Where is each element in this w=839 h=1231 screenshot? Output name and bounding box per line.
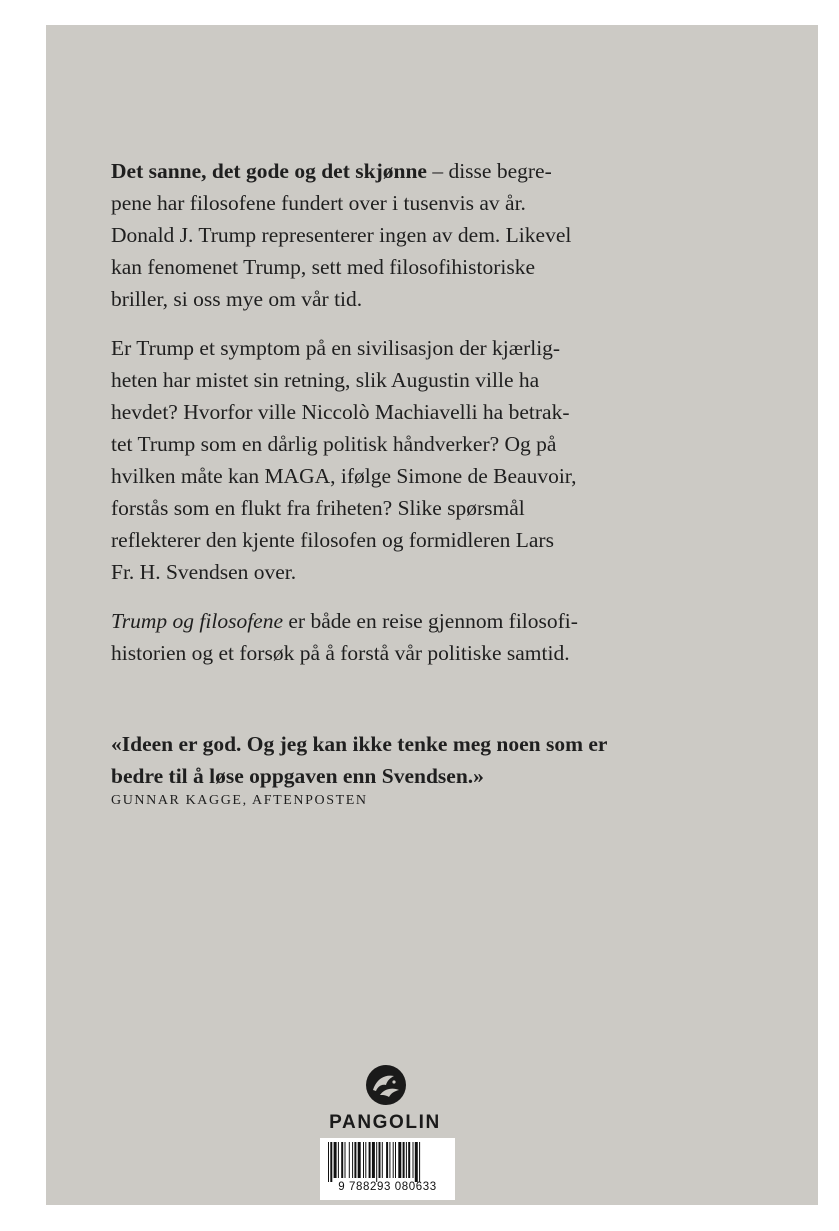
blurb-line: tet Trump som en dårlig politisk håndverker? Og på xyxy=(111,432,557,456)
barcode-bar xyxy=(330,1142,332,1182)
blurb-paragraph-1 xyxy=(111,155,671,315)
barcode-bar xyxy=(419,1142,420,1182)
barcode-bar xyxy=(398,1142,401,1178)
barcode-bar xyxy=(354,1142,356,1178)
barcode-bar xyxy=(338,1142,339,1178)
blurb-paragraph-3 xyxy=(111,605,671,669)
barcode-bar xyxy=(369,1142,371,1178)
review-quote xyxy=(111,728,671,792)
blurb-line: hvilken måte kan MAGA, ifølge Simone de Beauvoir, xyxy=(111,464,577,488)
publisher-name: PANGOLIN xyxy=(329,1112,441,1133)
barcode-bar xyxy=(413,1142,414,1178)
quote-line: bedre til å løse oppgaven enn Svendsen.» xyxy=(111,764,484,788)
barcode-bar xyxy=(408,1142,410,1178)
isbn-number: 9 788293 080633 xyxy=(338,1181,437,1193)
blurb-line: kan fenomenet Trump, sett med filosofihistoriske xyxy=(111,255,535,279)
blurb-lead-bold: Det sanne, det gode og det skjønne xyxy=(111,159,427,183)
barcode-bar xyxy=(328,1142,329,1182)
pangolin-logo-icon xyxy=(364,1063,408,1107)
barcode-bar xyxy=(386,1142,388,1178)
barcode-bar xyxy=(365,1142,366,1178)
barcode-bar xyxy=(358,1142,361,1178)
blurb-line: reflekterer den kjente filosofen og formidleren Lars xyxy=(111,528,554,552)
blurb xyxy=(111,155,671,686)
barcode xyxy=(320,1138,455,1200)
blurb-line xyxy=(111,155,671,187)
blurb-line: briller, si oss mye om vår tid. xyxy=(111,287,363,311)
barcode-bar xyxy=(393,1142,394,1178)
barcode-bar xyxy=(403,1142,405,1178)
barcode-bar xyxy=(415,1142,418,1182)
blurb-line: pene har filosofene fundert over i tusenvis av år. xyxy=(111,191,526,215)
barcode-bar xyxy=(395,1142,396,1178)
blurb-line: Er Trump et symptom på en sivilisasjon der kjærlig- xyxy=(111,336,561,360)
barcode-bar xyxy=(389,1142,390,1178)
barcode-bar xyxy=(406,1142,407,1178)
blurb-text: – disse begre- xyxy=(426,159,552,183)
barcode-bar xyxy=(352,1142,353,1178)
quote-attribution: GUNNAR KAGGE, AFTENPOSTEN xyxy=(111,793,368,808)
blurb-line: hevdet? Hvorfor ville Niccolò Machiavelli ha betrak- xyxy=(111,400,570,424)
blurb-paragraph-2 xyxy=(111,332,671,588)
blurb-line xyxy=(111,605,671,637)
barcode-bars xyxy=(328,1142,447,1182)
barcode-bar xyxy=(372,1142,375,1178)
blurb-line: historien og et forsøk på å forstå vår politiske samtid. xyxy=(111,641,570,665)
blurb-line: Donald J. Trump representerer ingen av dem. Likevel xyxy=(111,223,572,247)
barcode-bar xyxy=(349,1142,350,1178)
barcode-bar xyxy=(382,1142,383,1178)
book-title-italic: Trump og filosofene xyxy=(111,609,284,633)
blurb-line: forstås som en flukt fra friheten? Slike spørsmål xyxy=(111,496,525,520)
barcode-bar xyxy=(334,1142,337,1178)
barcode-bar xyxy=(379,1142,381,1178)
barcode-bar xyxy=(341,1142,343,1178)
blurb-line: heten har mistet sin retning, slik Augustin ville ha xyxy=(111,368,540,392)
barcode-bar xyxy=(363,1142,364,1178)
quote-line: «Ideen er god. Og jeg kan ikke tenke meg noen som er xyxy=(111,732,608,756)
blurb-text: er både en reise gjennom filosofi- xyxy=(283,609,578,633)
barcode-bar xyxy=(345,1142,346,1178)
blurb-line: Fr. H. Svendsen over. xyxy=(111,560,297,584)
barcode-bar xyxy=(376,1142,377,1182)
